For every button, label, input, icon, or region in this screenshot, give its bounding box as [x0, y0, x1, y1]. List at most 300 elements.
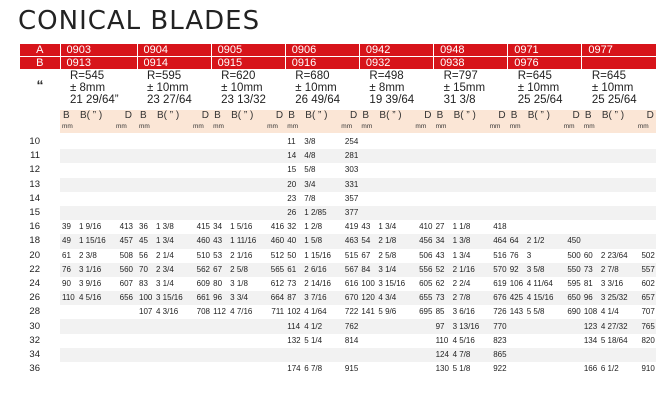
- value-b-mm: 102: [287, 307, 301, 317]
- header-d-text: D: [424, 110, 432, 121]
- spec-radius: R=645: [591, 70, 627, 82]
- value-b-inch: 4 7/8: [452, 349, 471, 359]
- value-b-inch: 2 3/8: [79, 250, 97, 260]
- row-key: 13: [20, 178, 46, 192]
- value-b-inch: 1 15/16: [79, 236, 106, 246]
- value-d-mm: 254: [344, 137, 359, 147]
- value-d-mm: 357: [344, 193, 359, 203]
- cell-values: [582, 362, 656, 376]
- table-cell: [211, 234, 285, 248]
- value-d-mm: 726: [493, 307, 507, 317]
- column-header: [211, 106, 285, 135]
- cell-values: [60, 234, 137, 248]
- table-cell: [434, 192, 508, 206]
- header-d: [112, 110, 132, 133]
- value-b-inch: 2 6/16: [304, 264, 327, 274]
- model-b-code: 0916: [285, 57, 359, 70]
- spec-inch: 19 39/64: [369, 94, 415, 106]
- spec-inch: 23 27/64: [147, 94, 192, 106]
- value-d-mm: 661: [196, 293, 210, 303]
- table-cell: [211, 277, 285, 291]
- value-b-mm: 141: [361, 307, 375, 317]
- spec-inch: 31 3/8: [443, 94, 476, 106]
- value-d-mm: 502: [641, 250, 655, 260]
- cell-values: [285, 291, 359, 305]
- header-d-unit: mm: [637, 123, 649, 130]
- value-d-mm: 690: [567, 307, 581, 317]
- table-cell: [211, 305, 285, 319]
- value-d-mm: 377: [344, 208, 359, 218]
- value-d-mm: 416: [270, 222, 285, 232]
- row-key: 11: [20, 149, 46, 163]
- header-binch: B( ” ): [379, 110, 402, 121]
- value-d-mm: 413: [119, 222, 133, 232]
- value-b-mm: 110: [62, 293, 75, 303]
- value-b-inch: 2 7/8: [600, 264, 619, 274]
- value-d-mm: 510: [196, 250, 210, 260]
- conical-blades-table: [20, 44, 656, 376]
- cell-values: [508, 249, 582, 263]
- value-b-inch: 5 5/8: [526, 307, 545, 317]
- table-row: [20, 305, 656, 319]
- value-b-inch: 1 3/8: [156, 222, 174, 232]
- value-b-inch: 7/8: [304, 193, 316, 203]
- table-cell: [359, 220, 433, 234]
- table-cell: [359, 263, 433, 277]
- blade-spec: [434, 69, 508, 106]
- spec-inch: 25 25/64: [517, 94, 563, 106]
- table-cell: [508, 234, 582, 248]
- row-key: 22: [20, 263, 46, 277]
- value-d-mm: 415: [196, 222, 210, 232]
- spec-tolerance: ± 15mm: [443, 82, 486, 94]
- table-cell: [434, 206, 508, 220]
- model-b-code: 0938: [434, 57, 508, 70]
- table-cell: [508, 263, 582, 277]
- row-key: 36: [20, 362, 46, 376]
- value-b-inch: 5/8: [304, 165, 316, 175]
- value-b-mm: 73: [287, 278, 297, 288]
- value-b-mm: 36: [139, 222, 148, 232]
- table-cell: [434, 178, 508, 192]
- cell-values: [434, 263, 508, 277]
- value-b-mm: 425: [509, 293, 524, 303]
- table-cell: [60, 348, 137, 362]
- header-d-unit: mm: [267, 123, 278, 130]
- column-header-band: [434, 110, 508, 133]
- value-d-mm: 695: [419, 307, 433, 317]
- value-b-inch: 1 11/16: [230, 236, 257, 246]
- value-b-mm: 96: [213, 293, 223, 303]
- value-b-inch: 1 1/8: [452, 222, 471, 232]
- cell-values: [582, 305, 656, 319]
- table-cell: [285, 220, 359, 234]
- value-b-mm: 112: [213, 307, 226, 317]
- table-cell: [359, 135, 433, 149]
- table-row: [20, 163, 656, 177]
- table-cell: [211, 178, 285, 192]
- value-b-mm: 23: [287, 193, 297, 203]
- value-b-mm: 73: [435, 293, 445, 303]
- header-binch: B( ” ): [231, 110, 254, 121]
- value-d-mm: 516: [493, 250, 507, 260]
- table-cell: [137, 305, 211, 319]
- cell-values: [137, 291, 211, 305]
- table-cell: [285, 348, 359, 362]
- table-cell: [359, 163, 433, 177]
- value-b-mm: 50: [287, 250, 297, 260]
- table-cell: [434, 277, 508, 291]
- value-d-mm: 823: [493, 335, 507, 345]
- value-b-inch: 3 3/4: [230, 293, 248, 303]
- cell-values: [137, 220, 211, 234]
- value-b-mm: 73: [583, 264, 593, 274]
- table-cell: [359, 234, 433, 248]
- value-d-mm: 910: [641, 364, 655, 374]
- cell-values: [508, 263, 582, 277]
- value-b-inch: 3 5/8: [526, 264, 545, 274]
- table-cell: [60, 220, 137, 234]
- table-cell: [434, 163, 508, 177]
- cell-values: [434, 291, 508, 305]
- table-cell: [582, 178, 656, 192]
- value-d-mm: 464: [493, 236, 507, 246]
- model-a-code: 0904: [137, 44, 211, 57]
- table-cell: [211, 220, 285, 234]
- cell-values: [285, 135, 359, 149]
- table-cell: [137, 348, 211, 362]
- value-d-mm: 605: [419, 278, 433, 288]
- value-d-mm: 865: [493, 349, 507, 359]
- table-cell: [137, 362, 211, 376]
- table-cell: [508, 319, 582, 333]
- value-b-inch: 2 14/16: [304, 278, 331, 288]
- table-cell: [137, 192, 211, 206]
- cell-values: [211, 277, 285, 291]
- cell-values: [582, 320, 656, 334]
- model-b-code: [582, 57, 656, 70]
- model-b-code: 0932: [359, 57, 433, 70]
- header-binch: B( ” ): [601, 110, 625, 121]
- table-cell: [211, 206, 285, 220]
- table-cell: [359, 277, 433, 291]
- cell-values: [285, 305, 359, 319]
- table-row: [20, 319, 656, 333]
- column-header: [359, 106, 433, 135]
- table-row: [20, 263, 656, 277]
- value-b-mm: 100: [139, 293, 153, 303]
- value-d-mm: 915: [344, 364, 359, 374]
- value-b-inch: 4/8: [304, 151, 316, 161]
- table-row: [20, 362, 656, 376]
- value-b-mm: 20: [287, 179, 297, 189]
- value-b-inch: 4 5/16: [79, 293, 102, 303]
- row-a: [20, 44, 656, 57]
- value-b-inch: 3/8: [304, 137, 316, 147]
- cell-values: [285, 334, 359, 348]
- value-b-mm: 54: [361, 236, 371, 246]
- blade-spec: [137, 69, 211, 106]
- model-a-code: 0905: [211, 44, 285, 57]
- row-key: 15: [20, 206, 46, 220]
- value-b-mm: 114: [287, 321, 301, 331]
- table-cell: [434, 291, 508, 305]
- table-row: [20, 206, 656, 220]
- value-b-mm: 76: [62, 264, 71, 274]
- table-cell: [60, 362, 137, 376]
- row-key: 14: [20, 192, 46, 206]
- value-b-inch: 4 3/4: [378, 293, 397, 303]
- value-b-inch: 3 7/16: [304, 293, 327, 303]
- cell-values: [434, 334, 508, 348]
- value-d-mm: 609: [196, 278, 210, 288]
- value-d-mm: 607: [119, 278, 133, 288]
- table-cell: [582, 192, 656, 206]
- value-b-inch: 4 1/64: [304, 307, 327, 317]
- value-d-mm: 410: [419, 222, 433, 232]
- value-d-mm: 460: [270, 236, 285, 246]
- value-b-inch: 3 15/16: [156, 293, 183, 303]
- header-d-text: D: [124, 110, 132, 121]
- header-d: [189, 110, 209, 133]
- value-b-mm: 132: [287, 335, 301, 345]
- value-b-inch: 4 5/16: [452, 335, 475, 345]
- blade-spec: [582, 69, 656, 106]
- table-cell: [285, 163, 359, 177]
- spec-radius: R=620: [221, 70, 256, 82]
- header-d-unit: mm: [489, 123, 501, 130]
- table-cell: [508, 362, 582, 376]
- model-a-code: 0948: [434, 44, 508, 57]
- value-b-mm: 27: [435, 222, 445, 232]
- spec-inch: 21 29/64”: [70, 94, 119, 106]
- table-cell: [60, 135, 137, 149]
- value-b-mm: 83: [139, 278, 148, 288]
- table-cell: [434, 135, 508, 149]
- header-b: [361, 110, 379, 133]
- cell-values: [582, 249, 656, 263]
- header-b-text: B: [510, 110, 518, 121]
- header-b-text: B: [362, 110, 370, 121]
- table-cell: [434, 334, 508, 348]
- table-cell: [60, 163, 137, 177]
- value-b-mm: 11: [287, 137, 296, 147]
- value-b-inch: 5 1/4: [304, 335, 323, 345]
- value-b-mm: 49: [62, 236, 71, 246]
- table-row: [20, 135, 656, 149]
- page-title: CONICAL BLADES: [18, 6, 261, 36]
- spec-tolerance: ± 8mm: [70, 82, 106, 94]
- cell-values: [508, 305, 582, 319]
- value-d-mm: 762: [344, 321, 359, 331]
- cell-values: [137, 263, 211, 277]
- table-cell: [359, 305, 433, 319]
- value-b-inch: 1 5/8: [304, 236, 323, 246]
- value-d-mm: 508: [119, 250, 133, 260]
- table-cell: [60, 249, 137, 263]
- value-b-mm: 134: [583, 335, 598, 345]
- header-d-text: D: [646, 110, 654, 121]
- header-b: [584, 110, 602, 133]
- header-d-unit: mm: [116, 123, 127, 130]
- model-b-code: 0914: [137, 57, 211, 70]
- header-binch: B( ” ): [305, 110, 328, 121]
- value-d-mm: 418: [493, 222, 507, 232]
- table-cell: [359, 334, 433, 348]
- value-b-inch: 3: [526, 250, 532, 260]
- value-b-inch: 3/4: [304, 179, 316, 189]
- column-header-band: [582, 110, 656, 133]
- value-b-mm: 34: [213, 222, 223, 232]
- column-header: [285, 106, 359, 135]
- table-cell: [285, 334, 359, 348]
- spec-inch: 23 13/32: [221, 94, 266, 106]
- value-b-mm: 14: [287, 151, 297, 161]
- value-d-mm: 770: [493, 321, 507, 331]
- spec-radius: R=645: [517, 70, 552, 82]
- table-cell: [137, 135, 211, 149]
- header-b-unit: mm: [62, 123, 73, 130]
- value-b-inch: 4 3/16: [156, 307, 179, 317]
- header-b-text: B: [214, 110, 221, 121]
- table-row: [20, 192, 656, 206]
- header-b-text: B: [140, 110, 147, 121]
- value-d-mm: 765: [641, 321, 655, 331]
- value-b-inch: 2 5/8: [230, 264, 248, 274]
- table-cell: [137, 178, 211, 192]
- value-d-mm: 612: [270, 278, 285, 288]
- value-d-mm: 656: [119, 293, 133, 303]
- row-key: 16: [20, 220, 46, 234]
- cell-values: [359, 277, 433, 291]
- value-b-inch: 1 15/16: [304, 250, 331, 260]
- model-a-code: 0906: [285, 44, 359, 57]
- cell-values: [285, 362, 359, 376]
- value-b-inch: 4 15/16: [526, 293, 554, 303]
- table-cell: [211, 249, 285, 263]
- header-d-text: D: [498, 110, 506, 121]
- value-b-mm: 110: [435, 335, 449, 345]
- table-cell: [137, 163, 211, 177]
- spec-radius: R=498: [369, 70, 404, 82]
- table-cell: [60, 234, 137, 248]
- table-cell: [60, 305, 137, 319]
- value-d-mm: 650: [567, 293, 581, 303]
- value-d-mm: 281: [344, 151, 359, 161]
- cell-values: [359, 291, 433, 305]
- cell-values: [359, 249, 433, 263]
- value-b-mm: 80: [213, 278, 223, 288]
- table-cell: [211, 263, 285, 277]
- cell-values: [211, 263, 285, 277]
- value-d-mm: 512: [270, 250, 285, 260]
- value-d-mm: 676: [493, 293, 507, 303]
- value-b-inch: 2 23/64: [600, 250, 628, 260]
- cell-values: [434, 234, 508, 248]
- table-cell: [137, 334, 211, 348]
- table-cell: [359, 291, 433, 305]
- cell-values: [434, 320, 508, 334]
- table-cell: [508, 178, 582, 192]
- value-b-inch: 2 3/4: [156, 264, 174, 274]
- blade-spec: [359, 69, 433, 106]
- value-b-inch: 1 3/4: [156, 236, 174, 246]
- value-b-inch: 3 3/16: [600, 278, 624, 288]
- inch-mark: “: [36, 77, 44, 93]
- value-d-mm: 515: [344, 250, 359, 260]
- value-d-mm: 567: [344, 264, 359, 274]
- value-b-inch: 1 2/8: [304, 222, 323, 232]
- table-cell: [508, 348, 582, 362]
- row-key: 32: [20, 334, 46, 348]
- table-cell: [508, 291, 582, 305]
- value-b-inch: 2 5/8: [378, 250, 397, 260]
- value-b-mm: 62: [435, 278, 445, 288]
- table-cell: [508, 220, 582, 234]
- blade-spec: [508, 69, 582, 106]
- table-cell: [582, 362, 656, 376]
- cell-values: [285, 220, 359, 234]
- table-cell: [211, 319, 285, 333]
- row-key: 30: [20, 319, 46, 333]
- header-b-unit: mm: [583, 123, 595, 130]
- cell-values: [285, 277, 359, 291]
- value-d-mm: 500: [567, 250, 581, 260]
- table-cell: [60, 206, 137, 220]
- spec-radius: R=797: [443, 70, 478, 82]
- table-cell: [508, 149, 582, 163]
- table-cell: [137, 249, 211, 263]
- header-d-unit: mm: [341, 123, 353, 130]
- table-cell: [285, 277, 359, 291]
- cell-values: [434, 220, 508, 234]
- header-b-text: B: [436, 110, 444, 121]
- cell-values: [434, 348, 508, 362]
- column-header-band: [285, 110, 359, 133]
- column-header-band: [508, 110, 582, 133]
- value-b-inch: 3 1/4: [378, 264, 397, 274]
- cell-values: [434, 362, 508, 376]
- value-b-inch: 4 27/32: [600, 321, 628, 331]
- column-header: [582, 106, 656, 135]
- value-b-inch: 6 1/2: [600, 364, 619, 374]
- table-cell: [434, 234, 508, 248]
- value-b-mm: 107: [139, 307, 153, 317]
- header-b-text: B: [288, 110, 295, 121]
- header-d-unit: mm: [415, 123, 427, 130]
- value-b-mm: 81: [583, 278, 593, 288]
- value-b-mm: 130: [435, 364, 449, 374]
- table-cell: [285, 305, 359, 319]
- row-a-label: A: [20, 44, 60, 57]
- cell-values: [434, 277, 508, 291]
- value-d-mm: 711: [271, 307, 285, 317]
- cell-values: [285, 234, 359, 248]
- value-b-inch: 1 5/16: [230, 222, 253, 232]
- value-b-inch: 3 13/16: [452, 321, 480, 331]
- table-cell: [359, 192, 433, 206]
- value-b-inch: 6 7/8: [304, 364, 323, 374]
- cell-values: [211, 220, 285, 234]
- table-row: [20, 220, 656, 234]
- table-cell: [582, 277, 656, 291]
- value-b-mm: 32: [287, 222, 297, 232]
- cell-values: [582, 277, 656, 291]
- value-b-mm: 67: [361, 250, 371, 260]
- table-row: [20, 348, 656, 362]
- spec-radius: R=680: [295, 70, 330, 82]
- model-a-code: 0903: [60, 44, 137, 57]
